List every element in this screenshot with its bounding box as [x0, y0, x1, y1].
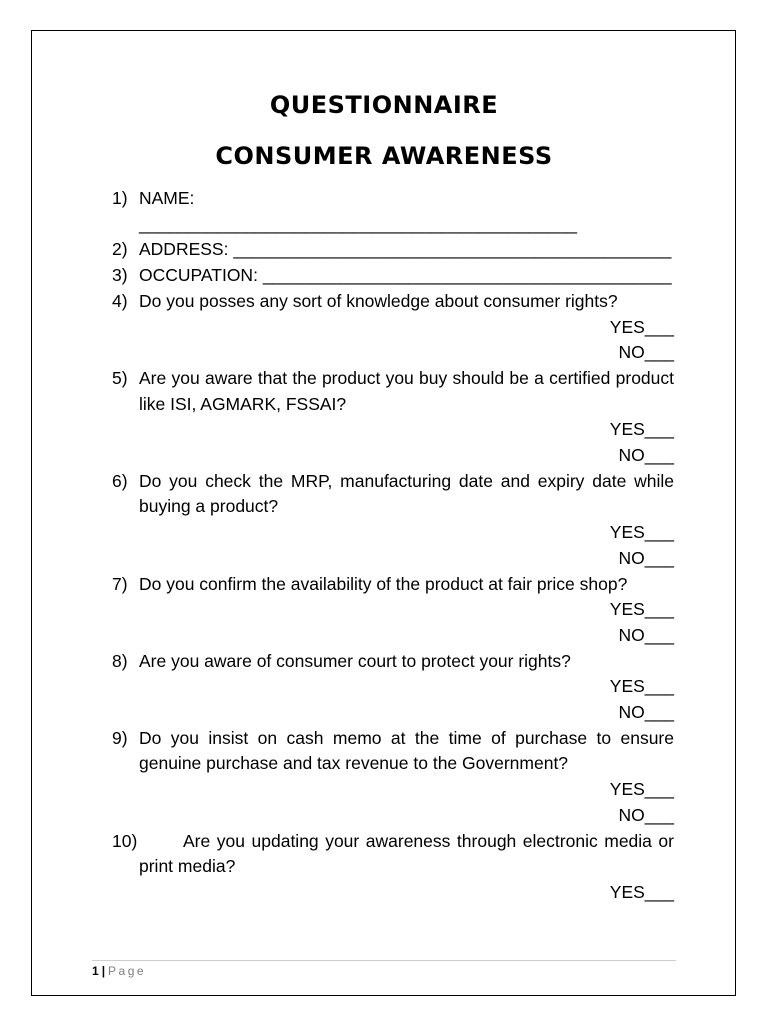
field-number: 2) — [112, 239, 128, 260]
field-address — [112, 237, 674, 263]
name-blank-line[interactable]: _____________________________________________ — [139, 213, 577, 234]
question-number: 9) — [112, 727, 128, 748]
question-text: Do you posses any sort of knowledge about consumer rights? — [139, 290, 618, 311]
page-number: 1 — [92, 964, 99, 978]
question-text: Are you aware that the product you buy should be a certified product like ISI, AGMARK, FSSAI? — [139, 367, 674, 414]
questionnaire-body — [112, 186, 674, 906]
page-footer — [92, 964, 146, 978]
field-label: OCCUPATION: — [139, 265, 258, 286]
page-label: Page — [108, 964, 147, 978]
question-text: Do you confirm the availability of the product at fair price shop? — [139, 573, 628, 594]
question-text: Do you check the MRP, manufacturing date and expiry date while buying a product? — [139, 470, 674, 517]
no-option[interactable]: NO___ — [618, 804, 674, 825]
yes-option[interactable]: YES___ — [609, 779, 674, 800]
question-text: Are you updating your awareness through electronic media or print media? — [139, 830, 674, 877]
question-item — [112, 649, 674, 675]
document-title: QUESTIONNAIRE — [269, 91, 499, 119]
yes-option[interactable]: YES___ — [609, 316, 674, 337]
no-option[interactable]: NO___ — [618, 702, 674, 723]
yes-option[interactable]: YES___ — [609, 599, 674, 620]
yes-option[interactable]: YES___ — [609, 676, 674, 697]
document-subtitle: CONSUMER AWARENESS — [215, 142, 553, 170]
no-option[interactable]: NO___ — [618, 624, 674, 645]
yes-option[interactable]: YES___ — [609, 419, 674, 440]
no-option[interactable]: NO___ — [618, 342, 674, 363]
question-item — [112, 829, 674, 880]
question-text: Are you aware of consumer court to protect your rights? — [139, 650, 571, 671]
question-number: 8) — [112, 650, 128, 671]
question-number: 7) — [112, 573, 128, 594]
field-number: 1) — [112, 188, 128, 208]
question-item — [112, 469, 674, 520]
question-number: 5) — [112, 367, 128, 388]
address-blank-line[interactable]: _____________________________________________ — [233, 239, 672, 260]
question-number: 4) — [112, 290, 128, 311]
question-text: Do you insist on cash memo at the time of purchase to ensure genuine purchase and tax revenue to the Government? — [139, 727, 674, 774]
field-label: ADDRESS: — [139, 239, 229, 260]
no-option[interactable]: NO___ — [618, 547, 674, 568]
question-number: 10) — [112, 830, 138, 851]
field-name — [112, 186, 674, 212]
question-item — [112, 289, 674, 315]
field-number: 3) — [112, 265, 128, 286]
footer-divider — [92, 960, 676, 961]
footer-separator: | — [101, 964, 106, 978]
question-item — [112, 572, 674, 598]
field-label: NAME: — [139, 188, 195, 208]
yes-option[interactable]: YES___ — [609, 881, 674, 902]
question-item — [112, 726, 674, 777]
question-number: 6) — [112, 470, 128, 491]
no-option[interactable]: NO___ — [618, 445, 674, 466]
yes-option[interactable]: YES___ — [609, 522, 674, 543]
question-item — [112, 366, 674, 417]
field-occupation — [112, 263, 674, 289]
occupation-blank-line[interactable]: __________________________________________ — [262, 265, 672, 286]
